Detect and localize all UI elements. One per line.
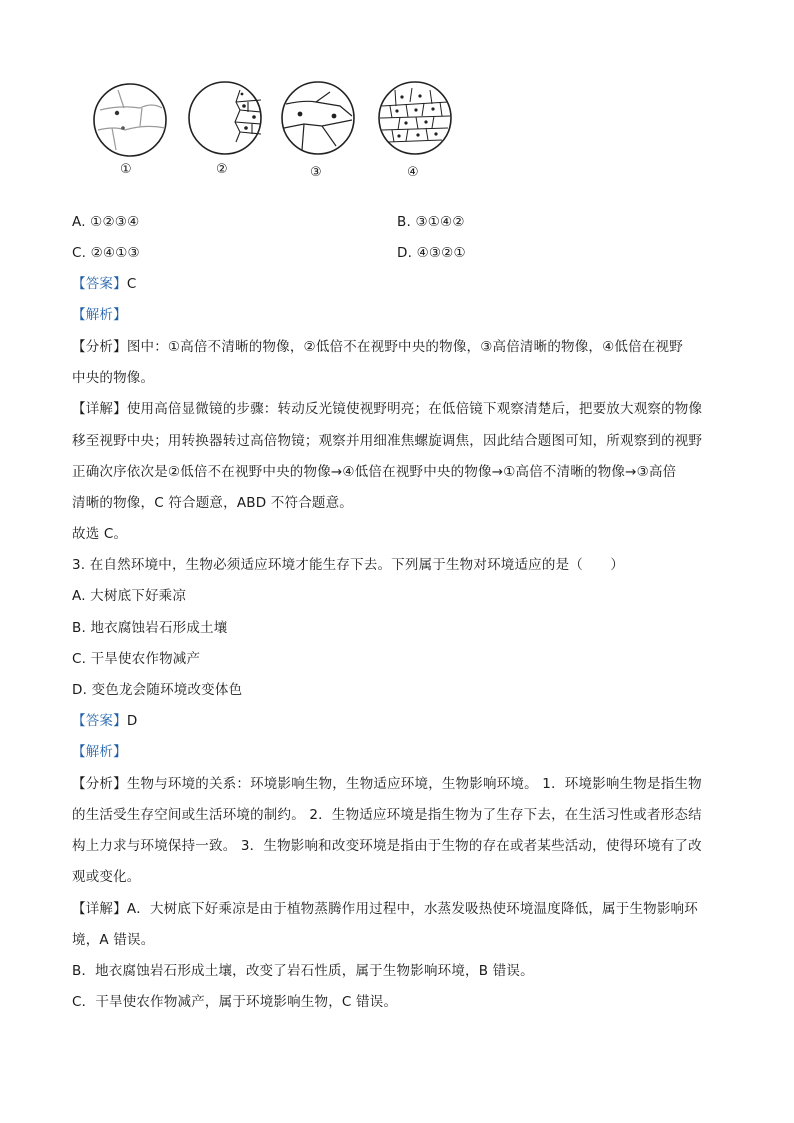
q3-detail-line-b: B．地衣腐蚀岩石形成土壤，改变了岩石性质，属于生物影响环境，B 错误。 (72, 963, 534, 979)
q3-answer: D (126, 713, 138, 729)
view-label-1: ① (120, 162, 132, 177)
view-label-3: ③ (310, 165, 322, 180)
view-1-blurry-high-power (94, 84, 166, 156)
q2-detail-text-1: 使用高倍显微镜的步骤：转动反光镜使视野明亮；在低倍镜下观察清楚后，把要放大观察的物像 (126, 401, 703, 417)
q2-fenxi-line-1 (72, 338, 683, 356)
q2-option-c: C. ②④①③ (72, 245, 140, 261)
q3-fenxi-line-3: 构上力求与环境保持一致。 3．生物影响和改变环境是指由于生物的存在或者某些活动，使得环境有了改 (72, 838, 702, 854)
q3-option-c: C. 干旱使农作物减产 (72, 651, 201, 667)
q3-detail-line-1 (72, 900, 698, 918)
q2-detail-line-1 (72, 400, 702, 418)
q2-conclusion: 故选 C。 (72, 526, 128, 542)
q2-analysis-tag (72, 306, 127, 324)
view-4-low-power-centered (379, 82, 451, 154)
q2-answer: C (126, 276, 137, 292)
q2-option-a: A. ①②③④ (72, 214, 140, 230)
view-3-clear-high-power (282, 82, 354, 154)
q3-detail-line-2: 境，A 错误。 (72, 932, 155, 948)
answer-tag: 【答案】 (72, 276, 127, 292)
q3-option-b: B. 地衣腐蚀岩石形成土壤 (72, 620, 228, 636)
q2-detail-line-2: 移至视野中央；用转换器转过高倍物镜；观察并用细准焦螺旋调焦，因此结合题图可知，所观察到的视野 (72, 433, 703, 449)
q3-detail-line-c: C．干旱使农作物减产，属于环境影响生物，C 错误。 (72, 994, 398, 1010)
q3-analysis-tag (72, 743, 127, 761)
q2-detail-line-4: 清晰的物像，C 符合题意，ABD 不符合题意。 (72, 495, 354, 511)
view-label-2: ② (216, 162, 228, 177)
q2-answer-line (72, 275, 136, 293)
q3-fenxi-line-2: 的生活受生存空间或生活环境的制约。 2．生物适应环境是指生物为了生存下去，在生活习性或者形态结 (72, 807, 702, 823)
q3-detail-text-a1: A．大树底下好乘凉是由于植物蒸腾作用过程中，水蒸发吸热使环境温度降低，属于生物影响环 (126, 901, 698, 917)
detail-tag: 【详解】 (72, 401, 127, 417)
answer-tag: 【答案】 (72, 713, 127, 729)
view-2-low-power-off-center (189, 82, 261, 154)
analysis-tag: 【解析】 (72, 744, 127, 760)
q2-option-b: B. ③①④② (397, 214, 465, 230)
detail-tag: 【详解】 (72, 901, 127, 917)
view-label-4: ④ (407, 165, 419, 180)
fenxi-tag: 【分析】 (72, 339, 127, 355)
fenxi-tag: 【分析】 (72, 776, 127, 792)
q2-detail-line-3: 正确次序依次是②低倍不在视野中央的物像→④低倍在视野中央的物像→①高倍不清晰的物像→③高倍 (72, 464, 677, 480)
q3-fenxi-text-1: 生物与环境的关系：环境影响生物，生物适应环境，生物影响环境。 1．环境影响生物是指生物 (126, 776, 702, 792)
q3-fenxi-line-1 (72, 775, 702, 793)
q2-fenxi-line-2: 中央的物像。 (72, 370, 155, 386)
q2-option-d: D. ④③②① (397, 245, 466, 261)
q3-option-d: D. 变色龙会随环境改变体色 (72, 682, 243, 698)
q2-fenxi-text-1: 图中：①高倍不清晰的物像，②低倍不在视野中央的物像，③高倍清晰的物像，④低倍在视野 (126, 339, 683, 355)
q3-fenxi-line-4: 观或变化。 (72, 869, 141, 885)
q3-option-a: A. 大树底下好乘凉 (72, 588, 187, 604)
q3-stem: 3. 在自然环境中，生物必须适应环境才能生存下去。下列属于生物对环境适应的是（ ） (72, 557, 625, 573)
microscope-views-figure (90, 80, 470, 190)
q3-answer-line (72, 712, 137, 730)
analysis-tag: 【解析】 (72, 307, 127, 323)
